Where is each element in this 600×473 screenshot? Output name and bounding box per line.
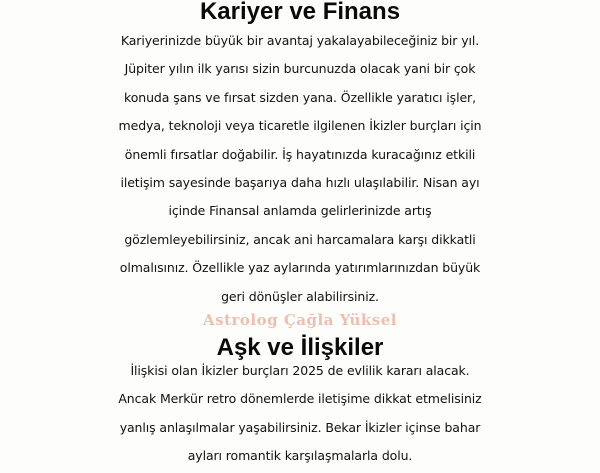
career-line: geri dönüşler alabilirsiniz. [221, 288, 379, 304]
career-line: Jüpiter yılın ilk yarısı sizin burcunuzda olacak yani bir çok [124, 61, 476, 77]
love-line: ayları romantik karşılaşmalarla dolu. [187, 448, 413, 464]
section-title-career: Kariyer ve Finans [199, 0, 401, 25]
love-paragraph [0, 357, 600, 471]
career-line: Kariyerinizde büyük bir avantaj yakalayabileceğiniz bir yıl. [120, 33, 480, 48]
career-paragraph [0, 27, 600, 311]
watermark: Astrolog Çağla Yüksel [202, 311, 397, 329]
career-line: gözlemleyebilirsiniz, ancak ani harcamalara karşı dikkatli [124, 231, 476, 247]
love-line: İlişkisi olan İkizler burçları 2025 de evlilik kararı alacak. [130, 363, 470, 378]
section-title-love: Aşk ve İlişkiler [216, 334, 384, 361]
career-line: iletişim sayesinde başarıya daha hızlı ulaşılabilir. Nisan ayı [120, 175, 480, 191]
career-line: konuda şans ve fırsat sizden yana. Özellikle yaratıcı işler, [124, 89, 476, 105]
love-line: yanlış anlaşılmalar yaşabilirsiniz. Bekar İkizler içinse bahar [119, 419, 481, 435]
career-line: olmalısınız. Özellikle yaz aylarında yatırımlarınızdan büyük [119, 260, 481, 276]
career-line: önemli fırsatlar doğabilir. İş hayatınızda kuracağınız etkili [124, 146, 476, 162]
career-line: içinde Finansal anlamda gelirlerinizde artış [168, 203, 432, 219]
career-line: medya, teknoloji veya ticaretle ilgilenen İkizler burçları için [118, 118, 482, 134]
love-line: Ancak Merkür retro dönemlerde iletişime dikkat etmelisiniz [118, 391, 482, 407]
